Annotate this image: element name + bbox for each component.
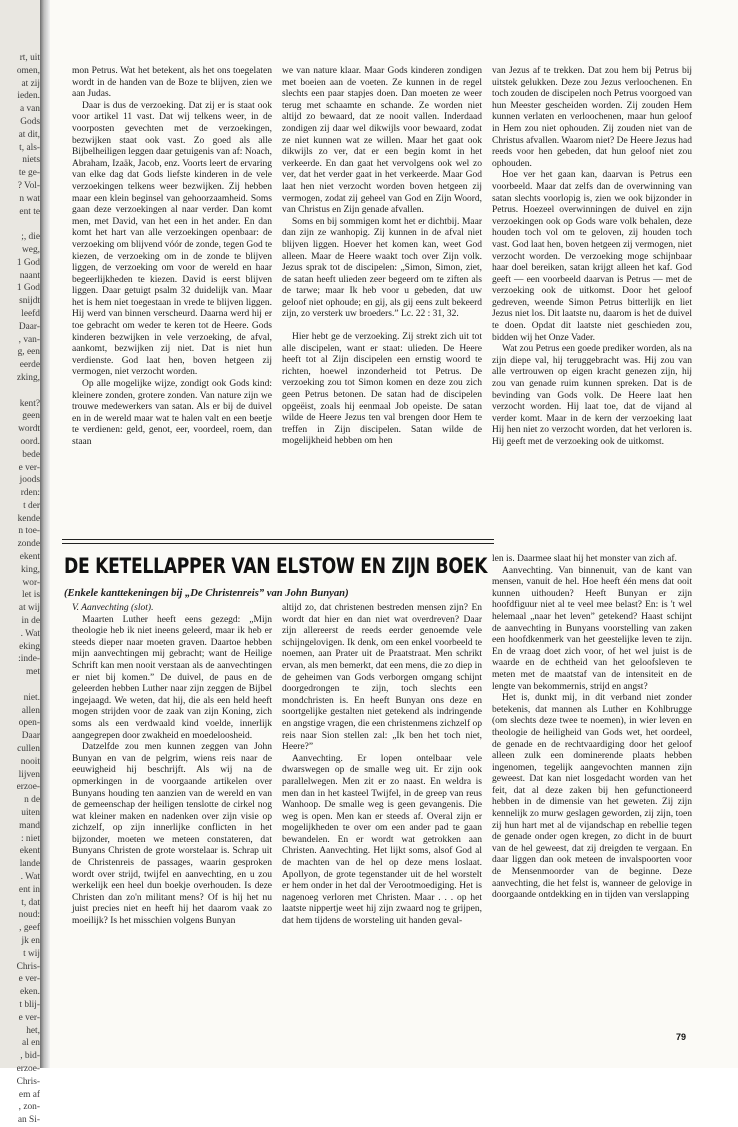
page-number: 79 [676, 1032, 687, 1042]
paragraph: we van nature klaar. Maar Gods kinderen zondigen met boeien aan de voeten. Ze kunnen in de regel slechts een paar stapjes doen. Dan moeten ze weer terug met schaamte en schande. Ze worden niet altijd zo bewaard, dat ze nooit vallen. Inderdaad zondigen zij daar wel dikwijls voor bewaard, zodat ze niet kunnen wat ze willen. Maar het gaat ook dikwijls zo ver, dat er een begin komt in het verkeerde. En dan gaat het vervolgens ook wel zo ver, dat het verder gaat in het verkeerde. Maar God laat hen niet verzocht worden boven hetgeen zij vermogen, zodat zij geheel van God en Zijn Woord, van Christus en Zijn genade afvallen. [282, 66, 482, 216]
section-label: V. Aanvechting (slot). [72, 603, 154, 613]
paragraph: Maarten Luther heeft eens gezegd: „Mijn theologie heb ik niet ineens geleerd, maar ik heb er steeds dieper naar moeten graven. Daartoe hebben mijn aanvechtingen mij gebracht; want de Heilige Schrift kan men nooit verstaan als de aanvechtingen er niet bij komen.” De duivel, de paus en de geleerden hebben Luther naar zijn zeggen de Bijbel ingejaagd. We weten, dat hij, die als een held heeft mogen strijden voor de zaak van zijn Koning, zich soms als een verdwaald kind voelde, innerlijk aangegrepen door zwakheid en moedeloosheid. [72, 614, 272, 741]
article-column-2 [282, 603, 482, 1043]
paragraph: mon Petrus. Wat het betekent, als het ons toegelaten wordt in de handen van de Boze te blijven, zien we aan Judas. [72, 66, 272, 100]
article-subtitle: (Enkele kanttekeningen bij „De Christenreis” van John Bunyan) [64, 588, 349, 599]
paragraph: Aanvechting. Van binnenuit, van de kant van mensen, vanuit de hel. Hoe heeft één mens dat ooit kunnen uithouden? Heeft Bunyan er zijn hoofdfiguur niet al te veel mee belast? En: is 't wel helemaal „naar het leven” getekend? Haast schijnt de aanvechting in Bunyans voorstelling van zaken een hoofdkenmerk van het geestelijke leven te zijn. En de vraag doet zich voor, of het wel juist is de waarde en de echtheid van het geloofsleven te meten met de maatstaf van de intensiteit en de lengte van bekommernis, strijd en angst? [492, 565, 692, 692]
article-headline: DE KETELLAPPER VAN ELSTOW EN ZIJN BOEK [64, 554, 488, 579]
paragraph: Op alle mogelijke wijze, zondigt ook Gods kind: kleinere zonden, grotere zonden. Van nature zijn we trouwe medewerkers van satan. Als er bij de duivel en in de wereld maar wat te halen valt en een beetje te verdienen: geld, genot, eer, voordeel, roem, dan staan [72, 379, 272, 447]
paragraph: Het is, dunkt mij, in dit verband niet zonder betekenis, dat mannen als Luther en Kohlbrugge (om slechts deze twee te noemen), in wier leven en theologie de heiligheid van Gods wet, het oordeel, de genade en de rechtvaardiging door het geloof alleen zulk een dominerende plaats hebben ingenomen, tegelijk aangevochten mannen zijn geweest. Dat kan niet losgedacht worden van het feit, dat al deze zaken bij hen gefunctioneerd hebben in de dimensie van het geweten. Zij zijn kennelijk zo murw geslagen geworden, zij zijn, toen zij hun hart met al de vijandschap en rebellie tegen de genade onder ogen kregen, zo dicht in de buurt van de hel geweest, dat zij dreigden te vergaan. En daar liggen dan ook meteen de invalspoorten voor de Mensenmoorder van de beginne. Deze aanvechting, die het felst is, wanneer de gelovige in doorgaande ontdekking en in tijden van verslapping [492, 693, 692, 901]
paragraph: Wat zou Petrus een goede prediker worden, als na zijn diepe val, hij teruggebracht was. Hij zou van alle vertrouwen op eigen kracht genezen zijn, hij zou van genade ruim kunnen spreken. Dat is de bevinding van Gods volk. De Heere laat hen verzocht worden. Hij laat toe, dat de vijand al verder komt. Maar in de kern der verzoeking laat Hij hen niet zo verzocht worden, dat het verloren is. Hij geeft met de verzoeking ook de uitkomst. [492, 344, 692, 447]
paragraph: Aanvechting. Er lopen ontelbaar vele dwarswegen op de smalle weg uit. Er zijn ook parallelwegen. Men zit er zo naast. En weldra is men dan in het kasteel Twijfel, in de greep van reus Wanhoop. De smalle weg is geen gevangenis. Die weg is open. Men kan er steeds af. Overal zijn er mogelijkheden te over om een ander pad te gaan bewandelen. En er wordt wat getrokken aan Christen. Aanvechting. Het lijkt soms, alsof God al de machten van de hel op deze mens loslaat. Apollyon, de grote tegenstander uit de hel worstelt er hem onder in het dal der Verootmoediging. Het is nagenoeg verloren met Christen. Maar . . . op het laatste nippertje weet hij zijn zwaard nog te grijpen, dat hem tijdens de worsteling uit handen geval- [282, 753, 482, 927]
paragraph: Hoe ver het gaan kan, daarvan is Petrus een voorbeeld. Maar dat zelfs dan de overwinning van satan slechts voorlopig is, zien we ook bijzonder in Petrus. Hoezeel overwinningen de duivel en zijn verzoekingen ook op Gods ware volk behalen, deze houden toch vol om te geloven, zij houden toch vast. God laat hen, boven hetgeen zij vermogen, niet verzocht worden. De verzoeking moge schijnbaar haar doel bereiken, satan krijgt alleen het kaf. God geeft — een voorbeeld daarvan is Petrus — met de verzoeking ook de uitkomst. Door het geloof gedreven, weende Simon Petrus bitterlijk en liet Jezus niet los. Dit laatste nu, daarom is het de duivel te doen. Opdat dit laatste niet geschieden zou, bidden wij het Onze Vader. [492, 170, 692, 343]
section-divider [62, 539, 494, 540]
book-spine [40, 0, 50, 1068]
paragraph: van Jezus af te trekken. Dat zou hem bij Petrus bij uitstek gelukken. Deze zou Jezus verloochenen. En toch zouden de discipelen noch Petrus voorgoed van hun Meester gescheiden worden. Zij zouden Hem kunnen verlaten en verloochenen, maar hun geloof in Hem zou niet ophouden. Zij zouden niet van de Christus afvallen. Waarom niet? De Heere Jezus had reeds voor hen gebeden, dat hun geloof niet zou ophouden. [492, 66, 692, 169]
left-page-edge-text: rt, uit omen, at zij ieden. a van Gods at dit, t, als- niets te ge- ? Vol- n wat ent te ;, die weg, 1 God naant 1 God snijdt leefd Daar- , van- g, een eerde zking, kent? geen wordt oord. bede e ver- joods rden: t der kende n toe- zonde ekent king, wor- let is at wij in de . Wat eking :inde- met niet. allen open- Daar cullen nooit lijven erzoe- n de uiten mand : niet ekent lande . Wat ent in t, dat noud: , geef jk en t wij Chris- e ver- eken. t blij- e ver- het, al en , bid- erzoe- Chris- em af , zon- an Si- [16, 53, 40, 1126]
top-column-3 [492, 66, 692, 528]
paragraph: Daar is dus de verzoeking. Dat zij er is staat ook voor artikel 11 vast. Dat wij telkens weer, in de voorposten gevechten met de verzoekingen, bezwijken staat ook vast. Zo goed als alle Bijbelheiligen leggen daar getuigenis van af: Noach, Abraham, Izaäk, Jacob, enz. Voorts leert de ervaring van elke dag dat Gods liefste kinderen in de vele verzoekingen telkens weer bezwijken. Zij hebben maar een klein beginsel van gehoorzaamheid. Soms gaan deze verzoekingen al naar verder. Dan komt men, met David, van het een in het ander. En dan komt het hart van alle verzoekingen openbaar: de verzoeking om blijvend vóór de zonde, tegen God te kiezen, de verzoeking om in de zonde te blijven liggen, de verzoeking om voor de wereld en haar begeerlijkheden te kiezen. David is eerst blijven liggen. Daar getuigt psalm 32 duidelijk van. Maar het is hem niet toegestaan in vrede te blijven liggen. Hij werd van binnen verscheurd. Daarna werd hij er toe gebracht om weder te keren tot de Heere. Gods kinderen bezwijken in vele verzoeking, de afval, aankomt, bezwijken zij niet. Dat is niet hun verdienste. God laat hen, boven hetgeen zij vermogen, niet verzocht worden. [72, 100, 272, 378]
paragraph: altijd zo, dat christenen bestreden mensen zijn? En wordt dat hier en dan niet wat overdreven? Daar zijn allereerst de reeds eerder genoemde vele schijngelovigen. Ik denk, om een enkel voorbeeld te noemen, aan Prater uit de Praatstraat. Men schrikt ervan, als men bemerkt, dat een mens, die zo diep in de geheimen van Gods verborgen omgang schijnt doorgedrongen te zijn, toch slechts een mondchristen is. En heeft Bunyan ons deze en soortgelijke gestalten niet getekend als indringende en angstige vragen, die een christenmens zichzelf op reis naar Sion stellen zal: „Ik ben het toch niet, Heere?” [282, 603, 482, 753]
paragraph: Soms en bij sommigen komt het er dichtbij. Maar dan zijn ze wanhopig. Zij kunnen in de afval niet blijven liggen. Hoever het komen kan, weet God alleen. Maar de Heere waakt toch over Zijn volk. Jezus sprak tot de discipelen: „Simon, Simon, ziet, de satan heeft ulieden zeer begeerd om te ziften als de tarwe; maar Ik heb voor u gebeden, dat uw geloof niet ophoude; en gij, als gij eens zult bekeerd zijn, zo versterk uw broeders.” Lc. 22 : 31, 32. [282, 216, 482, 320]
paragraph: Hier hebt ge de verzoeking. Zij strekt zich uit tot alle discipelen, want er staat: ulieden. De Heere heeft tot al Zijn discipelen een ernstig woord te richten, hoewel inzonderheid tot Petrus. De verzoeking zou tot Simon komen en deze zou zich geen Petrus betonen. De satan had de discipelen opgeëist, zoals hij eenmaal Job opeiste. De satan wilde de Heere Jezus ten val brengen door Hem te treffen in Zijn discipelen. Satan wilde de mogelijkheid hebben om hen [282, 332, 482, 447]
paragraph: len is. Daarmee slaat hij het monster van zich af. [492, 554, 677, 564]
paragraph: Datzelfde zou men kunnen zeggen van John Bunyan en van de pelgrim, wiens reis naar de eeuwigheid hij beschrijft. Als wij na de opmerkingen in de voorgaande artikelen over Bunyans houding ten aanzien van de wereld en van de gemeenschap der heiligen tenslotte de cirkel nog wat kleiner maken en nadenken over zijn visie op zichzelf, op zijn innerlijke conflicten in het bijzonder, moeten we meteen constateren, dat Bunyans Christen de grote worstelaar is. Schrap uit de Christenreis de passages, waarin gesproken wordt over strijd, twijfel en aanvechting, en u zou werkelijk een heel dun boekje overhouden. Is deze Christen dan zo'n militant mens? Of is hij het nu juist precies niet en heeft hij het daarom vaak zo moeilijk? Is het misschien volgens Bunyan [72, 742, 272, 927]
article-column-3 [492, 554, 692, 1030]
section-divider-thin [62, 543, 494, 544]
top-column-2 [282, 66, 482, 528]
article-column-1 [72, 603, 272, 1043]
top-column-1 [72, 66, 272, 528]
